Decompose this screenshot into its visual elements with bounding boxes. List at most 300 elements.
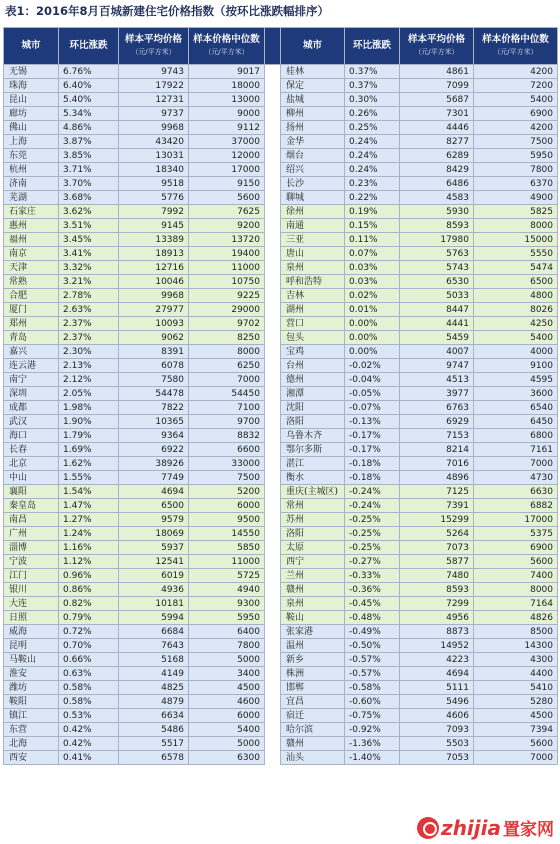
cell-median-right: 6630 [474, 485, 558, 499]
cell-city: 青岛 [4, 331, 59, 345]
cell-city: 常熟 [4, 275, 59, 289]
cell-city: 天津 [4, 261, 59, 275]
table-row [4, 653, 558, 667]
cell-avg: 9062 [119, 331, 189, 345]
cell-mom: 1.62% [59, 457, 119, 471]
cell-mom-right: -0.33% [345, 569, 400, 583]
cell-city-right: 营口 [281, 317, 345, 331]
column-separator [265, 695, 281, 709]
cell-mom: 0.58% [59, 681, 119, 695]
cell-avg-right: 6289 [400, 149, 474, 163]
table-row [4, 275, 558, 289]
cell-mom: 0.58% [59, 695, 119, 709]
cell-median: 12000 [189, 149, 265, 163]
cell-mom: 1.16% [59, 541, 119, 555]
table-row [4, 93, 558, 107]
cell-avg: 7643 [119, 639, 189, 653]
cell-city-right: 包头 [281, 331, 345, 345]
cell-mom: 3.32% [59, 261, 119, 275]
cell-avg-right: 5459 [400, 331, 474, 345]
cell-mom: 0.82% [59, 597, 119, 611]
cell-city: 长春 [4, 443, 59, 457]
table-row [4, 611, 558, 625]
cell-city-right: 鞍山 [281, 611, 345, 625]
cell-avg-right: 5687 [400, 93, 474, 107]
cell-median-right: 5375 [474, 527, 558, 541]
cell-median: 9200 [189, 219, 265, 233]
cell-city: 广州 [4, 527, 59, 541]
cell-median-right: 9100 [474, 359, 558, 373]
cell-mom: 1.54% [59, 485, 119, 499]
cell-median: 17000 [189, 163, 265, 177]
cell-city-right: 株洲 [281, 667, 345, 681]
cell-mom-right: 0.22% [345, 191, 400, 205]
cell-avg-right: 8447 [400, 303, 474, 317]
cell-avg: 7749 [119, 471, 189, 485]
cell-avg-right: 7480 [400, 569, 474, 583]
table-row [4, 121, 558, 135]
cell-avg: 4694 [119, 485, 189, 499]
cell-mom: 6.40% [59, 79, 119, 93]
cell-avg: 4149 [119, 667, 189, 681]
table-row [4, 625, 558, 639]
cell-city-right: 桂林 [281, 65, 345, 79]
cell-median: 54450 [189, 387, 265, 401]
cell-avg-right: 8593 [400, 583, 474, 597]
cell-mom: 1.55% [59, 471, 119, 485]
cell-median-right: 6900 [474, 541, 558, 555]
cell-avg: 4936 [119, 583, 189, 597]
table-row [4, 107, 558, 121]
cell-avg-right: 7301 [400, 107, 474, 121]
column-separator [265, 499, 281, 513]
cell-city-right: 洛阳 [281, 415, 345, 429]
cell-mom: 4.86% [59, 121, 119, 135]
cell-avg: 9968 [119, 121, 189, 135]
cell-avg-right: 7391 [400, 499, 474, 513]
table-row [4, 737, 558, 751]
cell-median: 13000 [189, 93, 265, 107]
cell-mom-right: 0.02% [345, 289, 400, 303]
cell-avg-right: 5033 [400, 289, 474, 303]
cell-mom-right: -0.57% [345, 667, 400, 681]
cell-median-right: 5950 [474, 149, 558, 163]
cell-city: 无锡 [4, 65, 59, 79]
cell-city: 厦门 [4, 303, 59, 317]
table-row [4, 289, 558, 303]
cell-avg: 10365 [119, 415, 189, 429]
cell-city: 深圳 [4, 387, 59, 401]
cell-avg: 54478 [119, 387, 189, 401]
cell-city: 上海 [4, 135, 59, 149]
cell-avg: 4825 [119, 681, 189, 695]
cell-median: 9225 [189, 289, 265, 303]
cell-mom-right: 0.07% [345, 247, 400, 261]
cell-median: 8000 [189, 345, 265, 359]
cell-avg-right: 7153 [400, 429, 474, 443]
cell-avg-right: 4606 [400, 709, 474, 723]
cell-mom: 3.68% [59, 191, 119, 205]
table-row [4, 247, 558, 261]
cell-city-right: 赣州 [281, 737, 345, 751]
table-row [4, 387, 558, 401]
cell-avg: 7822 [119, 401, 189, 415]
cell-city-right: 泉州 [281, 261, 345, 275]
cell-median: 8832 [189, 429, 265, 443]
cell-median: 6400 [189, 625, 265, 639]
cell-median-right: 7164 [474, 597, 558, 611]
cell-median: 4940 [189, 583, 265, 597]
cell-avg: 9518 [119, 177, 189, 191]
cell-avg-right: 4956 [400, 611, 474, 625]
cell-city-right: 太原 [281, 541, 345, 555]
table-row [4, 149, 558, 163]
cell-mom-right: 0.24% [345, 163, 400, 177]
cell-city: 芜湖 [4, 191, 59, 205]
cell-mom-right: -1.40% [345, 751, 400, 765]
cell-mom: 1.24% [59, 527, 119, 541]
cell-median-right: 17000 [474, 513, 558, 527]
cell-mom: 2.12% [59, 373, 119, 387]
cell-mom: 1.12% [59, 555, 119, 569]
cell-mom: 6.76% [59, 65, 119, 79]
column-separator [265, 121, 281, 135]
table-row [4, 205, 558, 219]
cell-mom: 3.70% [59, 177, 119, 191]
cell-mom-right: -0.02% [345, 359, 400, 373]
cell-city-right: 长沙 [281, 177, 345, 191]
cell-median-right: 6500 [474, 275, 558, 289]
cell-city-right: 邯郸 [281, 681, 345, 695]
column-separator [265, 653, 281, 667]
cell-avg: 43420 [119, 135, 189, 149]
cell-city-right: 绍兴 [281, 163, 345, 177]
cell-avg-right: 5111 [400, 681, 474, 695]
cell-mom: 0.79% [59, 611, 119, 625]
cell-median: 4500 [189, 681, 265, 695]
cell-mom: 2.05% [59, 387, 119, 401]
cell-median: 9300 [189, 597, 265, 611]
column-separator [265, 737, 281, 751]
column-separator [265, 709, 281, 723]
cell-avg: 9743 [119, 65, 189, 79]
cell-mom-right: 0.24% [345, 135, 400, 149]
cell-median-right: 5410 [474, 681, 558, 695]
cell-median: 9700 [189, 415, 265, 429]
cell-city: 南昌 [4, 513, 59, 527]
cell-mom-right: 0.11% [345, 233, 400, 247]
column-separator [265, 191, 281, 205]
cell-city: 惠州 [4, 219, 59, 233]
column-separator [265, 359, 281, 373]
cell-avg-right: 5743 [400, 261, 474, 275]
cell-city: 佛山 [4, 121, 59, 135]
cell-avg: 5937 [119, 541, 189, 555]
column-separator [265, 317, 281, 331]
cell-median: 6000 [189, 499, 265, 513]
cell-mom-right: 0.25% [345, 121, 400, 135]
cell-city-right: 沈阳 [281, 401, 345, 415]
table-caption: 表1：2016年8月百城新建住宅价格指数（按环比涨跌幅排序） [5, 4, 330, 18]
column-separator [265, 611, 281, 625]
column-separator [265, 387, 281, 401]
cell-city-right: 泉州 [281, 597, 345, 611]
cell-mom-right: 0.37% [345, 65, 400, 79]
cell-city-right: 吉林 [281, 289, 345, 303]
cell-avg-right: 6763 [400, 401, 474, 415]
cell-avg: 6684 [119, 625, 189, 639]
cell-median-right: 5550 [474, 247, 558, 261]
cell-mom: 3.71% [59, 163, 119, 177]
cell-median-right: 6800 [474, 429, 558, 443]
cell-mom-right: -0.07% [345, 401, 400, 415]
cell-avg: 9145 [119, 219, 189, 233]
cell-median: 5600 [189, 191, 265, 205]
cell-median-right: 5825 [474, 205, 558, 219]
cell-mom-right: -0.60% [345, 695, 400, 709]
cell-median-right: 5474 [474, 261, 558, 275]
cell-city: 镇江 [4, 709, 59, 723]
column-separator [265, 331, 281, 345]
cell-mom-right: -0.05% [345, 387, 400, 401]
cell-median-right: 3600 [474, 387, 558, 401]
cell-avg: 17922 [119, 79, 189, 93]
cell-mom-right: 0.37% [345, 79, 400, 93]
cell-city-right: 呼和浩特 [281, 275, 345, 289]
cell-mom-right: -0.13% [345, 415, 400, 429]
table-row [4, 401, 558, 415]
cell-avg-right: 8593 [400, 219, 474, 233]
cell-city: 杭州 [4, 163, 59, 177]
cell-avg-right: 4513 [400, 373, 474, 387]
column-separator [265, 485, 281, 499]
cell-avg-right: 7125 [400, 485, 474, 499]
cell-median: 5950 [189, 611, 265, 625]
column-separator [265, 79, 281, 93]
cell-mom-right: 0.30% [345, 93, 400, 107]
cell-city: 昆明 [4, 639, 59, 653]
cell-mom-right: -0.92% [345, 723, 400, 737]
cell-mom: 5.34% [59, 107, 119, 121]
column-separator [265, 443, 281, 457]
header-avg: 样本平均价格 （元/平方米） [119, 28, 189, 65]
cell-avg-right: 15299 [400, 513, 474, 527]
cell-median-right: 4250 [474, 317, 558, 331]
cell-city: 成都 [4, 401, 59, 415]
table-row [4, 233, 558, 247]
cell-city-right: 乌鲁木齐 [281, 429, 345, 443]
cell-avg: 6578 [119, 751, 189, 765]
cell-city-right: 盐城 [281, 93, 345, 107]
cell-median: 14550 [189, 527, 265, 541]
cell-city: 石家庄 [4, 205, 59, 219]
cell-mom-right: 0.01% [345, 303, 400, 317]
cell-avg-right: 8873 [400, 625, 474, 639]
table-row [4, 681, 558, 695]
cell-median-right: 4500 [474, 709, 558, 723]
column-separator [265, 149, 281, 163]
cell-city-right: 赣州 [281, 583, 345, 597]
cell-median-right: 5600 [474, 737, 558, 751]
cell-city-right: 烟台 [281, 149, 345, 163]
table-row [4, 583, 558, 597]
cell-avg: 6634 [119, 709, 189, 723]
cell-median: 7500 [189, 471, 265, 485]
cell-avg-right: 4441 [400, 317, 474, 331]
cell-city-right: 宜昌 [281, 695, 345, 709]
table-row [4, 695, 558, 709]
table-row [4, 443, 558, 457]
cell-city: 淄博 [4, 541, 59, 555]
cell-median-right: 4595 [474, 373, 558, 387]
cell-avg: 8391 [119, 345, 189, 359]
table-row [4, 499, 558, 513]
column-separator [265, 289, 281, 303]
cell-city: 威海 [4, 625, 59, 639]
cell-city-right: 唐山 [281, 247, 345, 261]
cell-mom-right: 0.03% [345, 261, 400, 275]
table-row [4, 65, 558, 79]
cell-avg: 13389 [119, 233, 189, 247]
cell-avg: 4879 [119, 695, 189, 709]
cell-median: 8250 [189, 331, 265, 345]
cell-median: 7000 [189, 373, 265, 387]
table-row [4, 709, 558, 723]
cell-avg-right: 4896 [400, 471, 474, 485]
cell-median: 29000 [189, 303, 265, 317]
column-separator [265, 639, 281, 653]
cell-city: 南京 [4, 247, 59, 261]
cell-city: 马鞍山 [4, 653, 59, 667]
column-separator [265, 177, 281, 191]
column-separator [265, 569, 281, 583]
cell-mom-right: -0.25% [345, 541, 400, 555]
cell-median: 11000 [189, 261, 265, 275]
cell-median-right: 4826 [474, 611, 558, 625]
cell-avg: 9364 [119, 429, 189, 443]
cell-median: 10750 [189, 275, 265, 289]
column-separator [265, 205, 281, 219]
cell-median-right: 5400 [474, 331, 558, 345]
cell-city-right: 宝鸡 [281, 345, 345, 359]
cell-median-right: 4300 [474, 653, 558, 667]
cell-mom-right: -0.25% [345, 527, 400, 541]
cell-mom: 1.47% [59, 499, 119, 513]
cell-city: 宁波 [4, 555, 59, 569]
column-separator [265, 163, 281, 177]
cell-median-right: 7161 [474, 443, 558, 457]
cell-avg: 10046 [119, 275, 189, 289]
cell-avg-right: 3977 [400, 387, 474, 401]
column-separator [265, 723, 281, 737]
cell-median: 33000 [189, 457, 265, 471]
cell-avg: 6500 [119, 499, 189, 513]
table-row [4, 345, 558, 359]
cell-avg-right: 14952 [400, 639, 474, 653]
column-separator [265, 261, 281, 275]
cell-median: 18000 [189, 79, 265, 93]
table-row [4, 751, 558, 765]
cell-median-right: 4400 [474, 667, 558, 681]
table-row [4, 415, 558, 429]
cell-median-right: 7500 [474, 135, 558, 149]
cell-avg-right: 6530 [400, 275, 474, 289]
cell-city: 东营 [4, 723, 59, 737]
cell-mom: 5.40% [59, 93, 119, 107]
column-separator [265, 247, 281, 261]
cell-city-right: 德州 [281, 373, 345, 387]
cell-avg: 7992 [119, 205, 189, 219]
cell-median: 6300 [189, 751, 265, 765]
cell-median: 7800 [189, 639, 265, 653]
cell-avg-right: 7299 [400, 597, 474, 611]
cell-median-right: 6450 [474, 415, 558, 429]
cell-mom: 3.85% [59, 149, 119, 163]
cell-city: 南宁 [4, 373, 59, 387]
column-separator [265, 65, 281, 79]
cell-city-right: 兰州 [281, 569, 345, 583]
cell-city: 北海 [4, 737, 59, 751]
cell-mom: 1.90% [59, 415, 119, 429]
table-row [4, 457, 558, 471]
watermark-text: zhijia [441, 815, 501, 840]
cell-mom: 2.13% [59, 359, 119, 373]
watermark-cn-text: 置家网 [503, 820, 554, 840]
cell-city-right: 三亚 [281, 233, 345, 247]
cell-avg-right: 9747 [400, 359, 474, 373]
cell-avg: 13031 [119, 149, 189, 163]
cell-avg: 5994 [119, 611, 189, 625]
cell-mom: 2.30% [59, 345, 119, 359]
cell-avg: 5168 [119, 653, 189, 667]
table-row [4, 485, 558, 499]
cell-city-right: 金华 [281, 135, 345, 149]
cell-mom: 0.96% [59, 569, 119, 583]
cell-mom: 0.53% [59, 709, 119, 723]
table-row [4, 177, 558, 191]
cell-city-right: 徐州 [281, 205, 345, 219]
column-separator [265, 373, 281, 387]
cell-avg-right: 4446 [400, 121, 474, 135]
table-row [4, 639, 558, 653]
cell-median: 9702 [189, 317, 265, 331]
column-separator [265, 527, 281, 541]
cell-mom-right: 0.00% [345, 345, 400, 359]
cell-city-right: 南通 [281, 219, 345, 233]
column-separator [265, 135, 281, 149]
table-row [4, 303, 558, 317]
cell-median: 4600 [189, 695, 265, 709]
cell-city: 东莞 [4, 149, 59, 163]
cell-median-right: 6540 [474, 401, 558, 415]
cell-city-right: 柳州 [281, 107, 345, 121]
cell-avg: 9579 [119, 513, 189, 527]
cell-mom-right: 0.23% [345, 177, 400, 191]
cell-avg: 5486 [119, 723, 189, 737]
cell-avg: 18340 [119, 163, 189, 177]
cell-median-right: 6882 [474, 499, 558, 513]
cell-avg-right: 17980 [400, 233, 474, 247]
cell-median-right: 7000 [474, 751, 558, 765]
cell-avg-right: 6929 [400, 415, 474, 429]
cell-city: 海口 [4, 429, 59, 443]
cell-city-right: 鄂尔多斯 [281, 443, 345, 457]
cell-avg: 6078 [119, 359, 189, 373]
cell-city: 西安 [4, 751, 59, 765]
cell-avg: 18913 [119, 247, 189, 261]
table-row [4, 471, 558, 485]
cell-avg: 12716 [119, 261, 189, 275]
